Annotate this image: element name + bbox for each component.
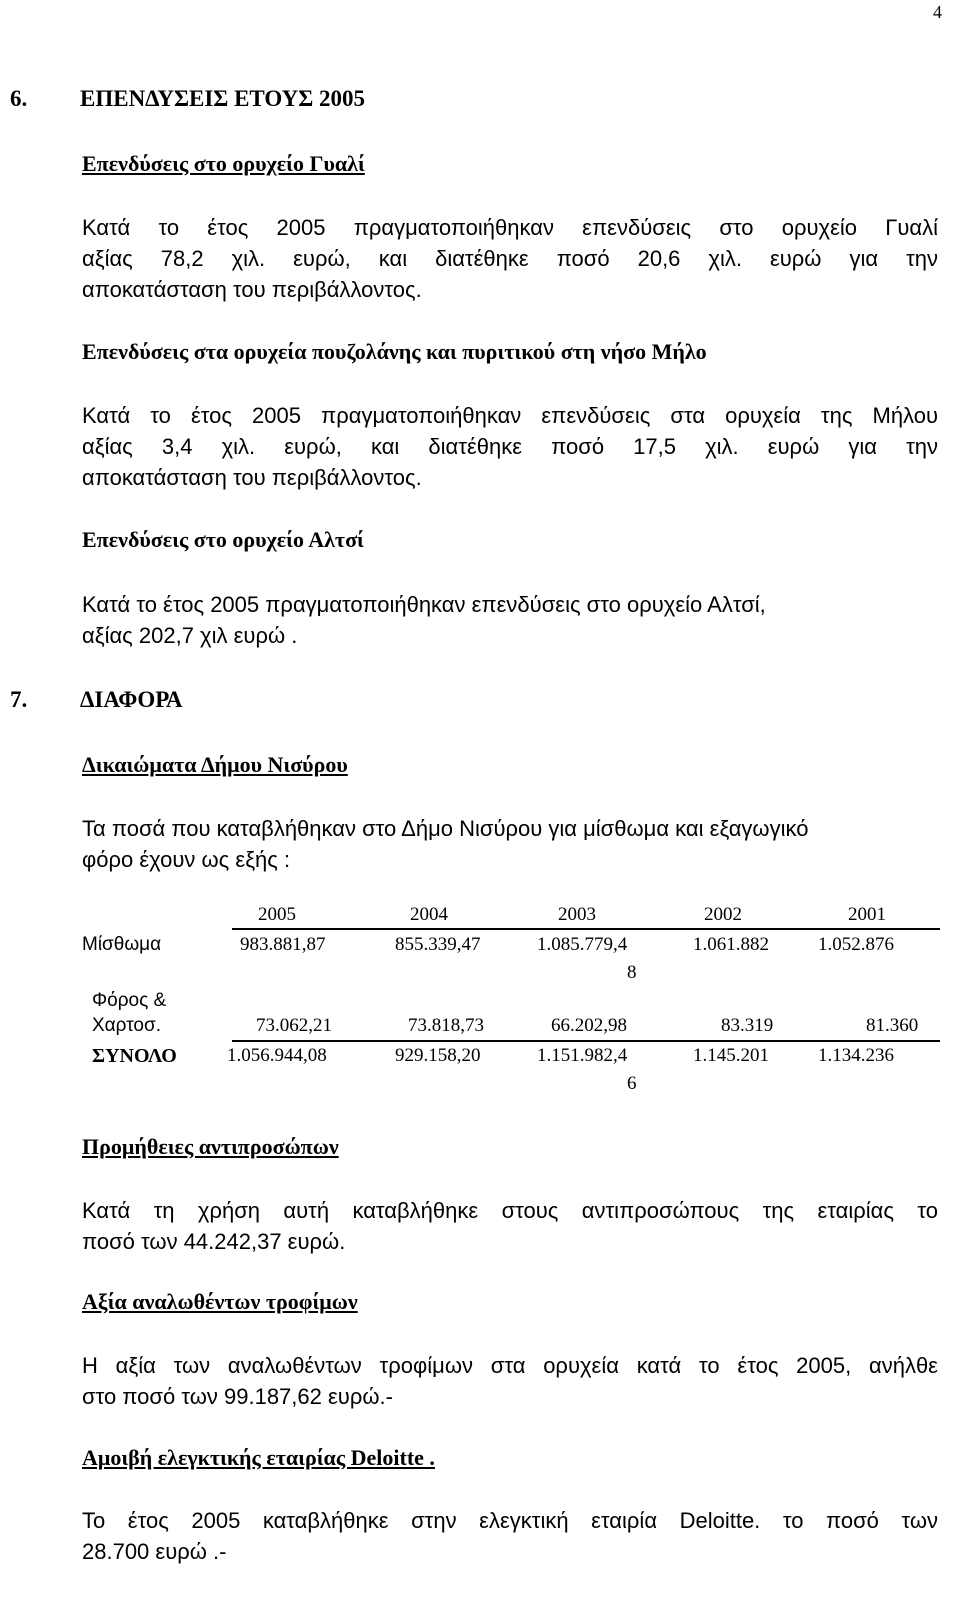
section-number: 7.	[10, 687, 28, 712]
rights-heading: Δικαιώματα Δήμου Νισύρου	[82, 752, 348, 777]
milos-paragraph	[82, 400, 938, 493]
text-line: αξίας 202,7 χιλ ευρώ .	[82, 623, 298, 648]
table-cell-wrap: 6	[627, 1073, 637, 1094]
table-cell: 1.056.944,08	[227, 1045, 327, 1066]
text-line: 28.700 ευρώ .-	[82, 1539, 227, 1564]
commissions-paragraph	[82, 1195, 938, 1257]
section-number: 6.	[10, 86, 28, 111]
table-cell: 1.151.982,4	[537, 1045, 628, 1066]
table-cell: 1.145.201	[693, 1045, 769, 1066]
year-header: 2003	[558, 904, 596, 925]
table-cell: 1.085.779,4	[537, 934, 628, 955]
table-cell: 929.158,20	[395, 1045, 481, 1066]
section-title: ΔΙΑΦΟΡΑ	[80, 687, 183, 712]
altsi-heading: Επενδύσεις στο ορυχείο Αλτσί	[82, 527, 364, 552]
text-line: Κατά το έτος 2005 πραγματοποιήθηκαν επενδύσεις στο ορυχείο Γυαλί	[82, 215, 938, 240]
audit-paragraph	[82, 1505, 938, 1567]
section-7-heading	[10, 687, 410, 717]
year-header: 2005	[258, 904, 296, 925]
section-title: ΕΠΕΝΔΥΣΕΙΣ ΕΤΟΥΣ 2005	[80, 86, 366, 111]
table-cell: 81.360	[866, 1015, 919, 1036]
page-number: 4	[933, 2, 942, 22]
table-cell: 73.062,21	[256, 1015, 332, 1036]
text-line: Τα ποσά που καταβλήθηκαν στο Δήμο Νισύρου για μίσθωμα και εξαγωγικό	[82, 816, 809, 841]
text-line: Κατά τη χρήση αυτή καταβλήθηκε στους αντιπροσώπους της εταιρίας το	[82, 1198, 938, 1223]
altsi-paragraph	[82, 589, 938, 651]
row-label: Φόρος &	[92, 990, 167, 1011]
table-cell: 983.881,87	[240, 934, 326, 955]
year-header: 2001	[848, 904, 886, 925]
milos-heading: Επενδύσεις στα ορυχεία πουζολάνης και πυριτικού στη νήσο Μήλο	[82, 339, 707, 364]
rights-paragraph	[82, 813, 938, 875]
table-cell: 1.052.876	[818, 934, 894, 955]
table-cell: 83.319	[721, 1015, 774, 1036]
row-label: Μίσθωμα	[82, 934, 162, 955]
text-line: Το έτος 2005 καταβλήθηκε στην ελεγκτική εταιρία Deloitte. το ποσό των	[82, 1508, 938, 1533]
section-6-heading	[10, 86, 510, 116]
text-line: αποκατάσταση του περιβάλλοντος.	[82, 465, 422, 490]
year-header: 2002	[704, 904, 742, 925]
text-line: Η αξία των αναλωθέντων τροφίμων στα ορυχεία κατά το έτος 2005, ανήλθε	[82, 1353, 938, 1378]
audit-heading: Αμοιβή ελεγκτικής εταιρίας Deloitte .	[82, 1445, 435, 1470]
table-cell: 73.818,73	[408, 1015, 484, 1036]
commissions-heading: Προμήθειες αντιπροσώπων	[82, 1134, 339, 1159]
table-cell: 855.339,47	[395, 934, 481, 955]
total-rule	[232, 1040, 940, 1042]
row-label: Χαρτοσ.	[92, 1015, 162, 1036]
total-label: ΣΥΝΟΛΟ	[92, 1045, 177, 1067]
gyali-paragraph	[82, 212, 938, 305]
year-header: 2004	[410, 904, 448, 925]
table-cell-wrap: 8	[627, 962, 637, 983]
food-paragraph	[82, 1350, 938, 1412]
header-rule	[232, 928, 940, 930]
text-line: φόρο έχουν ως εξής :	[82, 847, 291, 872]
text-line: Κατά το έτος 2005 πραγματοποιήθηκαν επενδύσεις στο ορυχείο Αλτσί,	[82, 592, 766, 617]
text-line: αποκατάσταση του περιβάλλοντος.	[82, 277, 422, 302]
text-line: αξίας 78,2 χιλ. ευρώ, και διατέθηκε ποσό 20,6 χιλ. ευρώ για την	[82, 246, 938, 271]
gyali-heading: Επενδύσεις στο ορυχείο Γυαλί	[82, 151, 365, 176]
text-line: στο ποσό των 99.187,62 ευρώ.-	[82, 1384, 393, 1409]
table-cell: 1.061.882	[693, 934, 769, 955]
text-line: αξίας 3,4 χιλ. ευρώ, και διατέθηκε ποσό 17,5 χιλ. ευρώ για την	[82, 434, 938, 459]
text-line: Κατά το έτος 2005 πραγματοποιήθηκαν επενδύσεις στα ορυχεία της Μήλου	[82, 403, 938, 428]
table-cell: 1.134.236	[818, 1045, 894, 1066]
text-line: ποσό των 44.242,37 ευρώ.	[82, 1229, 346, 1254]
food-heading: Αξία αναλωθέντων τροφίμων	[82, 1289, 358, 1314]
table-cell: 66.202,98	[551, 1015, 627, 1036]
